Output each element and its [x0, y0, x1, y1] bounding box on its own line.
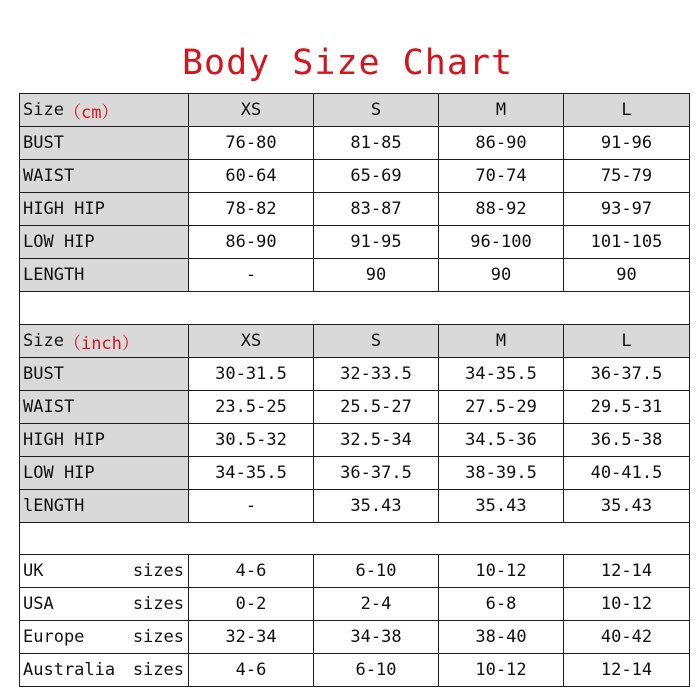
table-cell: 27.5-29	[439, 391, 564, 424]
table-cell: 90	[439, 259, 564, 292]
table-cell: -	[189, 259, 314, 292]
table-cell: 6-10	[314, 555, 439, 588]
spacer-row	[20, 292, 690, 325]
table-row	[20, 226, 690, 259]
region-suffix: sizes	[132, 660, 184, 680]
size-label: Size	[23, 100, 64, 120]
table-cell: 6-8	[439, 588, 564, 621]
table-cell: -	[189, 490, 314, 523]
table-row	[20, 555, 690, 588]
table-row	[20, 588, 690, 621]
table-cell: 34-35.5	[439, 358, 564, 391]
table-cell: 91-95	[314, 226, 439, 259]
table-cell: 70-74	[439, 160, 564, 193]
row-label: HIGH HIP	[20, 193, 189, 226]
row-label: WAIST	[20, 391, 189, 424]
table-cell: 36.5-38	[564, 424, 690, 457]
table-cell: 4-6	[189, 654, 314, 687]
table-row	[20, 654, 690, 687]
header-cell: M	[439, 94, 564, 127]
table-cell: 2-4	[314, 588, 439, 621]
spacer-cell	[20, 523, 690, 555]
table-cell: 34.5-36	[439, 424, 564, 457]
table-cell: 12-14	[564, 654, 690, 687]
table-cell: 86-90	[189, 226, 314, 259]
table-row	[20, 193, 690, 226]
table-row	[20, 259, 690, 292]
region-label	[20, 621, 189, 654]
table-cell: 30.5-32	[189, 424, 314, 457]
region-name: UK	[23, 561, 44, 581]
spacer-cell	[20, 292, 690, 325]
table-cell: 35.43	[439, 490, 564, 523]
table-cell: 78-82	[189, 193, 314, 226]
region-name: USA	[23, 594, 54, 614]
table-cell: 34-35.5	[189, 457, 314, 490]
table-cell: 29.5-31	[564, 391, 690, 424]
table-row	[20, 424, 690, 457]
row-label: HIGH HIP	[20, 424, 189, 457]
row-label: lENGTH	[20, 490, 189, 523]
cm-header-label	[20, 94, 189, 127]
row-label: LOW HIP	[20, 226, 189, 259]
unit-label: （inch）	[63, 333, 139, 354]
table-cell: 96-100	[439, 226, 564, 259]
region-suffix: sizes	[132, 627, 184, 647]
table-cell: 88-92	[439, 193, 564, 226]
table-row	[20, 358, 690, 391]
row-label: BUST	[20, 358, 189, 391]
table-row	[20, 391, 690, 424]
inch-header-label	[20, 325, 189, 358]
page-title: Body Size Chart	[181, 43, 514, 83]
table-cell: 36-37.5	[564, 358, 690, 391]
table-cell: 40-41.5	[564, 457, 690, 490]
table-cell: 101-105	[564, 226, 690, 259]
header-cell: XS	[189, 325, 314, 358]
table-cell: 91-96	[564, 127, 690, 160]
table-cell: 93-97	[564, 193, 690, 226]
table-row	[20, 621, 690, 654]
table-cell: 40-42	[564, 621, 690, 654]
region-label	[20, 654, 189, 687]
table-cell: 12-14	[564, 555, 690, 588]
table-cell: 36-37.5	[314, 457, 439, 490]
table-cell: 81-85	[314, 127, 439, 160]
table-cell: 23.5-25	[189, 391, 314, 424]
table-cell: 60-64	[189, 160, 314, 193]
table-row	[20, 127, 690, 160]
table-cell: 76-80	[189, 127, 314, 160]
table-cell: 4-6	[189, 555, 314, 588]
table-cell: 34-38	[314, 621, 439, 654]
table-cell: 90	[564, 259, 690, 292]
header-cell: L	[564, 94, 690, 127]
header-cell: S	[314, 325, 439, 358]
region-label	[20, 588, 189, 621]
table-cell: 75-79	[564, 160, 690, 193]
row-label: BUST	[20, 127, 189, 160]
region-name: Europe	[23, 627, 85, 647]
spacer-row	[20, 523, 690, 555]
row-label: WAIST	[20, 160, 189, 193]
table-cell: 25.5-27	[314, 391, 439, 424]
table-cell: 65-69	[314, 160, 439, 193]
table-row	[20, 160, 690, 193]
table-cell: 86-90	[439, 127, 564, 160]
size-label: Size	[23, 331, 64, 351]
table-cell: 35.43	[564, 490, 690, 523]
table-cell: 10-12	[439, 555, 564, 588]
inch-header-row	[20, 325, 690, 358]
table-cell: 32.5-34	[314, 424, 439, 457]
unit-label: （cm）	[63, 102, 119, 123]
table-cell: 10-12	[439, 654, 564, 687]
table-cell: 6-10	[314, 654, 439, 687]
header-cell: L	[564, 325, 690, 358]
table-row	[20, 457, 690, 490]
region-suffix: sizes	[132, 561, 184, 581]
table-cell: 10-12	[564, 588, 690, 621]
table-cell: 32-33.5	[314, 358, 439, 391]
table-cell: 38-39.5	[439, 457, 564, 490]
header-cell: XS	[189, 94, 314, 127]
table-cell: 32-34	[189, 621, 314, 654]
region-label	[20, 555, 189, 588]
cm-header-row	[20, 94, 690, 127]
table-cell: 30-31.5	[189, 358, 314, 391]
row-label: LENGTH	[20, 259, 189, 292]
region-suffix: sizes	[132, 594, 184, 614]
size-chart-table	[19, 93, 690, 687]
row-label: LOW HIP	[20, 457, 189, 490]
table-cell: 90	[314, 259, 439, 292]
region-name: Australia	[23, 660, 116, 680]
header-cell: S	[314, 94, 439, 127]
table-row	[20, 490, 690, 523]
header-cell: M	[439, 325, 564, 358]
table-cell: 83-87	[314, 193, 439, 226]
table-cell: 38-40	[439, 621, 564, 654]
table-cell: 35.43	[314, 490, 439, 523]
table-cell: 0-2	[189, 588, 314, 621]
